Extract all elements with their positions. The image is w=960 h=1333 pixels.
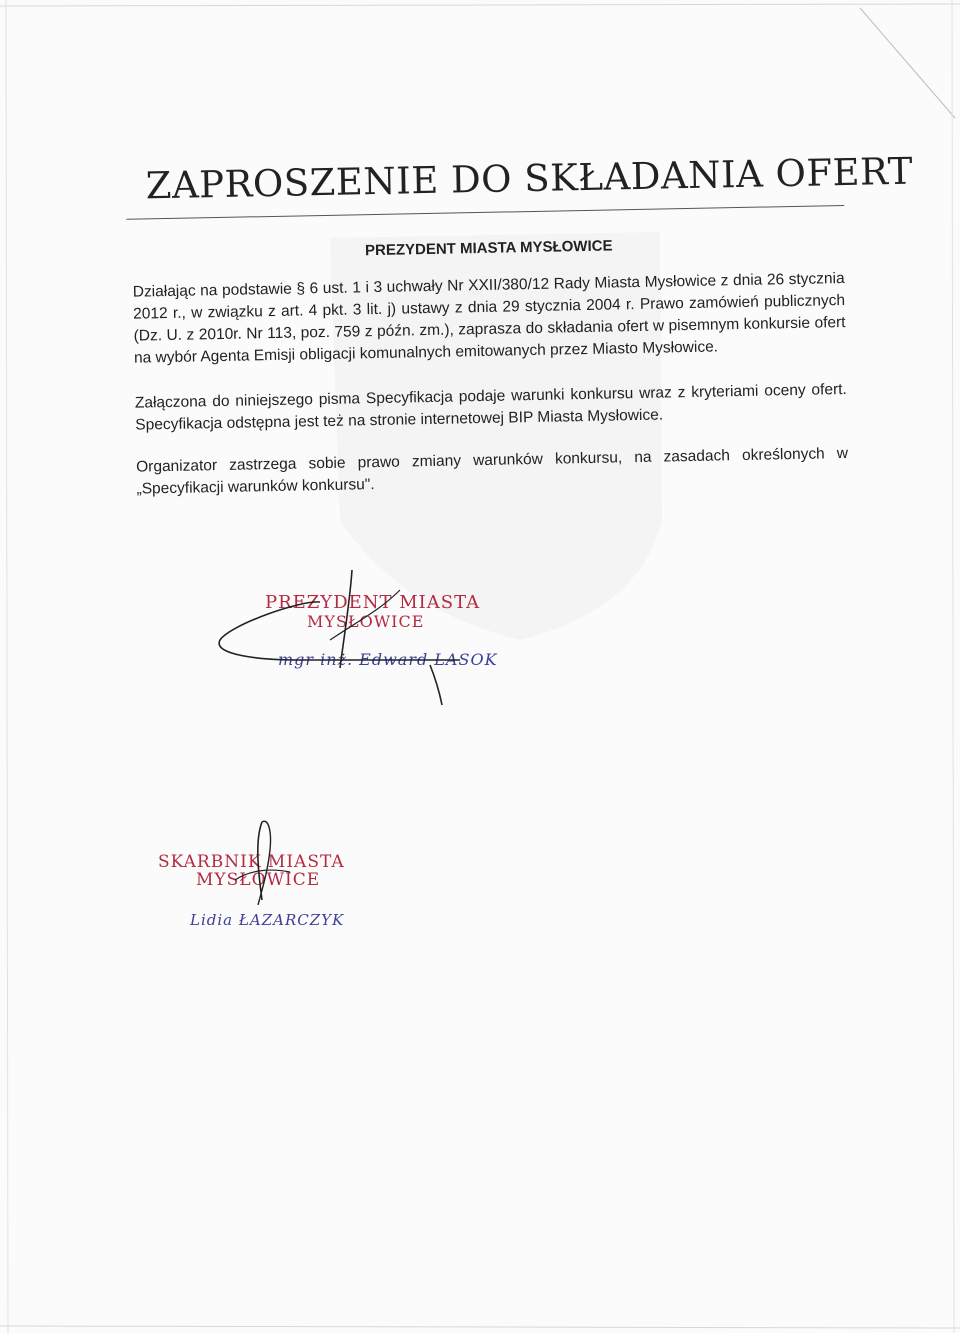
paragraph-legal-basis: Działając na podstawie § 6 ust. 1 i 3 uchwały Nr XXII/380/12 Rady Miasta Mysłowice z dnia 26 stycznia 2012 r., w związku z art. 4 pkt. 3 lit. j) ustawy z dnia 29 stycznia 2004 r. Prawo zamówień publicznych (Dz. U. z 2010r. Nr 113, poz. 759 z późn. zm.), zaprasza do składania ofert w pisemnym konkursie ofert na wybór Agenta Emisji obligacji komunalnych emitowanych przez Miasto Mysłowice. <box>132 269 846 367</box>
paragraph-specification: Załączona do niniejszego pisma Specyfikacja podaje warunki konkursu wraz z kryteriami oceny ofert. Specyfikacja odstępna jest też na stronie internetowej BIP Miasta Mysłowice. <box>134 380 847 434</box>
paragraph-reservation: Organizator zastrzega sobie prawo zmiany warunków konkursu, na zasadach określonych w „Specyfikacji warunków konkursu". <box>135 444 849 498</box>
issuer-heading: PREZYDENT MIASTA MYSŁOWICE <box>364 237 613 260</box>
document-title: ZAPROSZENIE DO SKŁADANIA OFERT <box>145 149 914 208</box>
treasurer-stamp-line2: MYSŁOWICE <box>196 870 321 890</box>
president-signatory: mgr inż. Edward LASOK <box>278 650 498 669</box>
treasurer-signatory: Lidia ŁAZARCZYK <box>190 911 345 929</box>
president-stamp-line2: MYSŁOWICE <box>307 612 425 631</box>
treasurer-stamp-line1: SKARBNIK MIASTA <box>158 852 345 872</box>
title-divider <box>126 205 844 220</box>
president-stamp-line1: PREZYDENT MIASTA <box>265 592 481 613</box>
